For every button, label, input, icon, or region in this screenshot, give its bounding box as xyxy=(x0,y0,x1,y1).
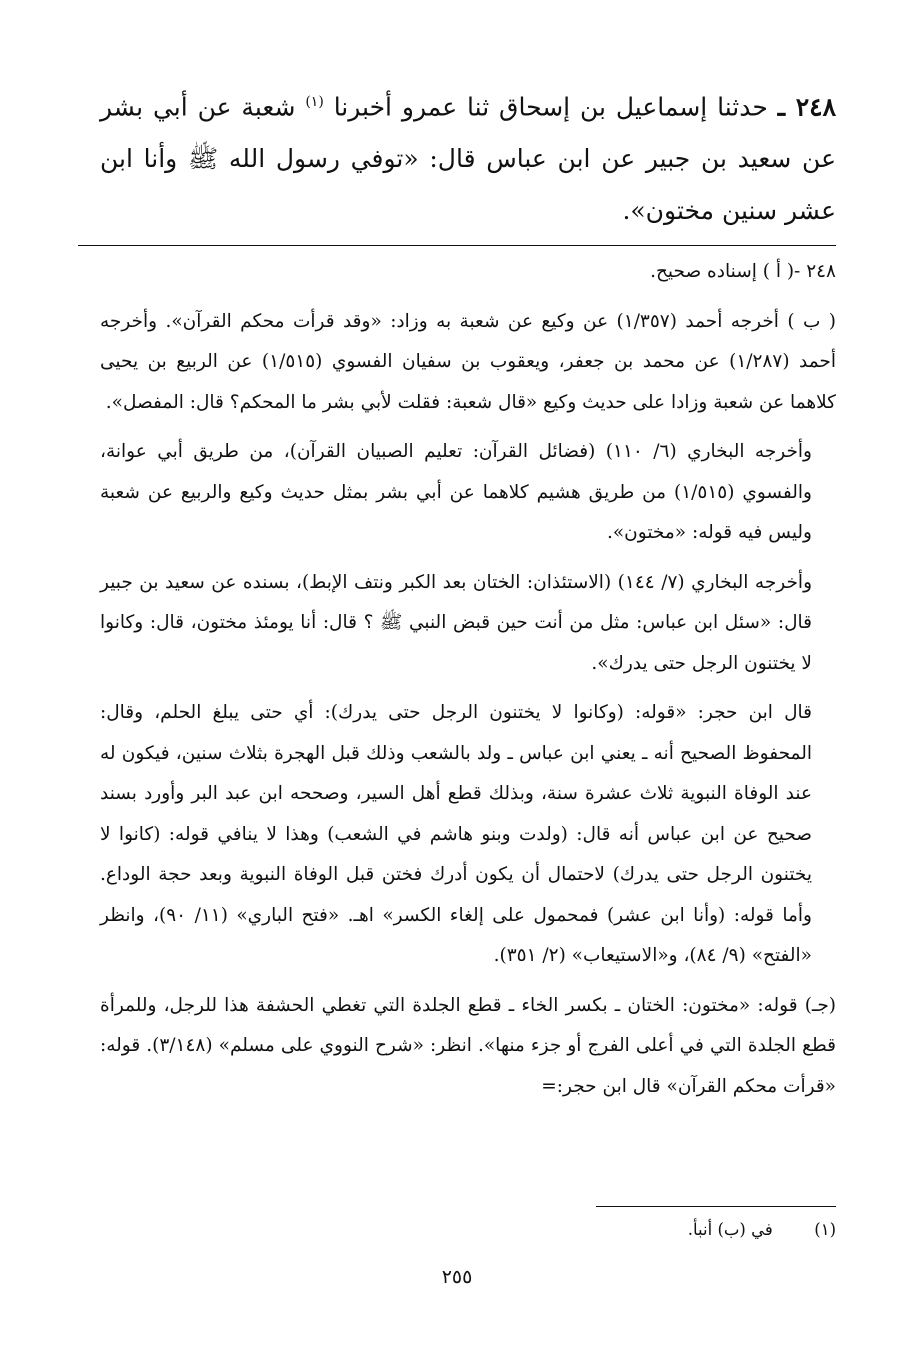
hadith-number: ٢٤٨ ـ xyxy=(777,92,837,122)
commentary-paragraph-bukhari-2: وأخرجه البخاري (٧/ ١٤٤) (الاستئذان: الختان بعد الكبر ونتف الإبط)، بسنده عن سعيد بن جبير قال: «سئل ابن عباس: مثل من أنت حين قبض النبي ﷺ ؟ قال: أنا يومئذ مختون، قال: وكانوا لا يختنون الرجل حتى يدرك». xyxy=(100,571,812,674)
footnote-number: (١) xyxy=(814,1220,836,1239)
commentary-paragraph-bukhari-1: وأخرجه البخاري (٦/ ١١٠) (فضائل القرآن: تعليم الصبيان القرآن)، من طريق أبي عوانة، والفسوي (١/٥١٥) من طريق هشيم كلاهما عن أبي بشر بمثل حديث وكيع والربيع عن شعبة وليس فيه قوله: «مختون». xyxy=(100,441,812,543)
footnote-text: في (ب) أنبأ. xyxy=(687,1220,773,1239)
page-number: ٢٥٥ xyxy=(441,1266,473,1288)
commentary-paragraph-a: ٢٤٨ -( أ ) إسناده صحيح. xyxy=(650,261,836,282)
commentary-paragraph-c: (جـ) قوله: «مختون: الختان ـ بكسر الخاء ـ قطع الجلدة التي تغطي الحشفة هذا للرجل، وللمرأة قطع الجلدة التي في أعلى الفرج أو جزء منها». انظر: «شرح النووي على مسلم» (٣/١٤٨). قوله: «قرأت محكم القرآن» قال ابن حجر:= xyxy=(100,994,837,1097)
footnote xyxy=(100,1214,836,1246)
hadith-text-part1: حدثنا إسماعيل بن إسحاق ثنا عمرو أخبرنا xyxy=(333,92,768,122)
hadith-text xyxy=(100,76,836,237)
commentary-paragraph-b: ( ب ) أخرجه أحمد (١/٣٥٧) عن وكيع عن شعبة به وزاد: «وقد قرأت محكم القرآن». وأخرجه أحمد (١/٢٨٧) عن محمد بن جعفر، ويعقوب بن سفيان الفسوي (١/٥١٥) عن الربيع بن يحيى كلاهما عن شعبة وزادا على حديث وكيع «قال شعبة: فقلت لأبي بشر ما المحكم؟ قال: المفصل». xyxy=(100,310,836,413)
commentary xyxy=(100,252,836,1107)
top-divider xyxy=(78,245,836,246)
footnote-marker: (١) xyxy=(305,94,324,110)
footnote-divider xyxy=(596,1206,836,1207)
hadith-text-part2: شعبة عن أبي بشر عن سعيد بن جبير عن ابن عباس قال: «توفي رسول الله ﷺ وأنا ابن عشر سنين مختون». xyxy=(100,92,836,226)
commentary-paragraph-ibn-hajar: قال ابن حجر: «قوله: (وكانوا لا يختنون الرجل حتى يدرك): أي حتى يبلغ الحلم، وقال: المحفوظ الصحيح أنه ـ يعني ابن عباس ـ ولد بالشعب وذلك قبل الهجرة بثلاث سنين، فيكون له عند الوفاة النبوية ثلاث عشرة سنة، وبذلك قطع أهل السير، وصححه ابن عبد البر وأورد بسند صحيح عن ابن عباس أنه قال: (ولدت وبنو هاشم في الشعب) وهذا لا ينافي قوله: (كانوا لا يختنون الرجل حتى يدرك) لاحتمال أن يكون أدرك فختن قبل الوفاة النبوية وبعد حجة الوداع. وأما قوله: (وأنا ابن عشر) فمحمول على إلغاء الكسر» اهـ. «فتح الباري» (١١/ ٩٠)، وانظر «الفتح» (٩/ ٨٤)، و«الاستيعاب» (٢/ ٣٥١). xyxy=(100,702,812,966)
